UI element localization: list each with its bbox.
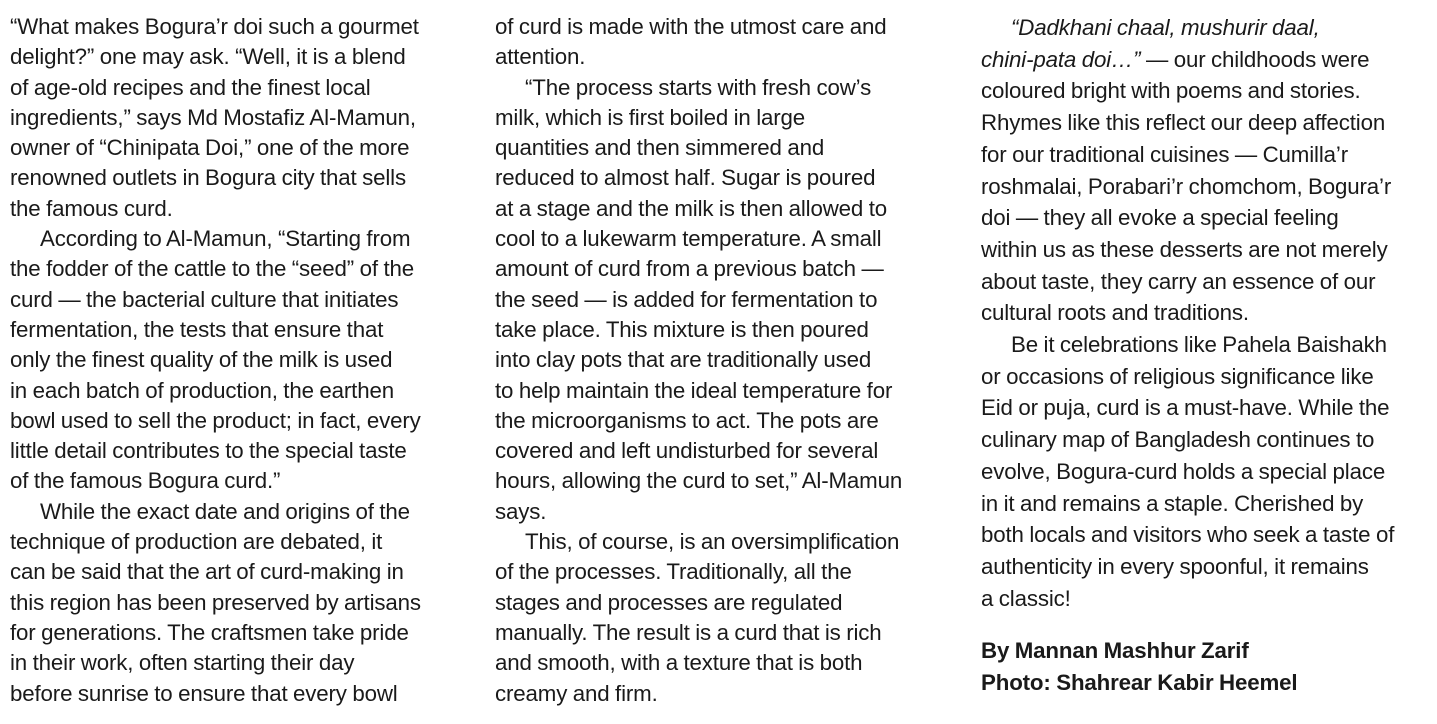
- text-line: the famous curd.: [10, 195, 173, 221]
- text-line: of curd is made with the utmost care and: [495, 14, 887, 39]
- text-line: in their work, often starting their day: [10, 650, 355, 676]
- text-line: to help maintain the ideal temperature for: [495, 377, 893, 403]
- text-line: the fodder of the cattle to the “seed” of the: [10, 256, 414, 282]
- rhyme-quote-fragment: chini-pata doi…”: [981, 46, 1141, 72]
- article-paragraph: [495, 12, 961, 73]
- text-line: before sunrise to ensure that every bowl: [10, 680, 398, 706]
- text-line: amount of curd from a previous batch —: [495, 256, 884, 282]
- text-line: “What makes Bogura’r doi such a gourmet: [10, 14, 419, 39]
- text-line: in each batch of production, the earthen: [10, 377, 394, 403]
- article-paragraph: [495, 73, 961, 527]
- article-paragraph: [10, 224, 476, 497]
- text-line: technique of production are debated, it: [10, 529, 383, 555]
- text-line: This, of course, is an oversimplification: [525, 529, 900, 555]
- text-line: reduced to almost half. Sugar is poured: [495, 165, 876, 191]
- text-line: roshmalai, Porabari’r chomchom, Bogura’r: [981, 173, 1392, 199]
- text-line: stages and processes are regulated: [495, 589, 843, 615]
- text-line: little detail contributes to the special taste: [10, 438, 407, 464]
- text-line: about taste, they carry an essence of our: [981, 268, 1376, 294]
- text-line: Eid or puja, curd is a must-have. While the: [981, 395, 1390, 421]
- text-line: bowl used to sell the product; in fact, every: [10, 407, 421, 433]
- text-line: a classic!: [981, 585, 1071, 611]
- text-line: and smooth, with a texture that is both: [495, 650, 863, 676]
- rhyme-quote-line-2: [981, 44, 1431, 76]
- text-line: for our traditional cuisines — Cumilla’r: [981, 141, 1348, 167]
- text-line: the seed — is added for fermentation to: [495, 286, 878, 312]
- text-line: delight?” one may ask. “Well, it is a blend: [10, 44, 406, 70]
- article-paragraph: [495, 527, 961, 709]
- text-line: quantities and then simmered and: [495, 135, 825, 161]
- text-line: both locals and visitors who seek a taste of: [981, 522, 1395, 548]
- text-line: owner of “Chinipata Doi,” one of the more: [10, 135, 410, 161]
- text-line: While the exact date and origins of the: [40, 498, 410, 524]
- text-line: curd — the bacterial culture that initiates: [10, 286, 399, 312]
- article-paragraph: [10, 12, 476, 224]
- rhyme-quote-continuation: — our childhoods were: [1140, 46, 1370, 72]
- text-line: covered and left undisturbed for several: [495, 438, 879, 464]
- text-line: coloured bright with poems and stories.: [981, 78, 1361, 104]
- text-line: says.: [495, 498, 547, 524]
- text-line: in it and remains a staple. Cherished by: [981, 490, 1364, 516]
- text-line: of the processes. Traditionally, all the: [495, 559, 852, 585]
- text-line: within us as these desserts are not merely: [981, 236, 1388, 262]
- author-byline: By Mannan Mashhur Zarif: [981, 638, 1249, 664]
- article-paragraph: [10, 497, 476, 709]
- text-line: Be it celebrations like Pahela Baishakh: [1011, 332, 1387, 358]
- paragraph-traditions: [981, 75, 1431, 329]
- text-line: attention.: [495, 44, 586, 70]
- text-line: According to Al-Mamun, “Starting from: [40, 226, 411, 252]
- credits: [981, 635, 1431, 699]
- text-line: Rhymes like this reflect our deep affection: [981, 110, 1386, 136]
- text-line: of the famous Bogura curd.”: [10, 468, 281, 494]
- text-line: or occasions of religious significance like: [981, 363, 1374, 389]
- text-line: cultural roots and traditions.: [981, 300, 1249, 326]
- article-column-1: [10, 12, 476, 709]
- text-line: culinary map of Bangladesh continues to: [981, 427, 1375, 453]
- photo-credit: Photo: Shahrear Kabir Heemel: [981, 670, 1298, 696]
- text-line: doi — they all evoke a special feeling: [981, 205, 1339, 231]
- text-line: hours, allowing the curd to set,” Al-Mamun: [495, 468, 903, 494]
- text-line: creamy and firm.: [495, 680, 658, 706]
- text-line: into clay pots that are traditionally used: [495, 347, 872, 373]
- text-line: milk, which is first boiled in large: [495, 104, 806, 130]
- text-line: evolve, Bogura-curd holds a special place: [981, 458, 1386, 484]
- text-line: cool to a lukewarm temperature. A small: [495, 226, 882, 252]
- text-line: ingredients,” says Md Mostafiz Al-Mamun,: [10, 104, 416, 130]
- article-column-3: [981, 12, 1431, 699]
- text-line: can be said that the art of curd-making in: [10, 559, 404, 585]
- text-line: fermentation, the tests that ensure that: [10, 316, 384, 342]
- rhyme-quote-line-1: “Dadkhani chaal, mushurir daal,: [1011, 15, 1320, 40]
- text-line: only the finest quality of the milk is used: [10, 347, 393, 373]
- text-line: of age-old recipes and the finest local: [10, 74, 371, 100]
- paragraph-celebrations: [981, 329, 1431, 614]
- text-line: authenticity in every spoonful, it remains: [981, 553, 1369, 579]
- text-line: for generations. The craftsmen take pride: [10, 619, 409, 645]
- text-line: renowned outlets in Bogura city that sells: [10, 165, 406, 191]
- text-line: this region has been preserved by artisans: [10, 589, 421, 615]
- text-line: “The process starts with fresh cow’s: [525, 74, 872, 100]
- text-line: manually. The result is a curd that is rich: [495, 619, 882, 645]
- text-line: the microorganisms to act. The pots are: [495, 407, 879, 433]
- article-column-2: [495, 12, 961, 709]
- text-line: take place. This mixture is then poured: [495, 316, 869, 342]
- text-line: at a stage and the milk is then allowed to: [495, 195, 888, 221]
